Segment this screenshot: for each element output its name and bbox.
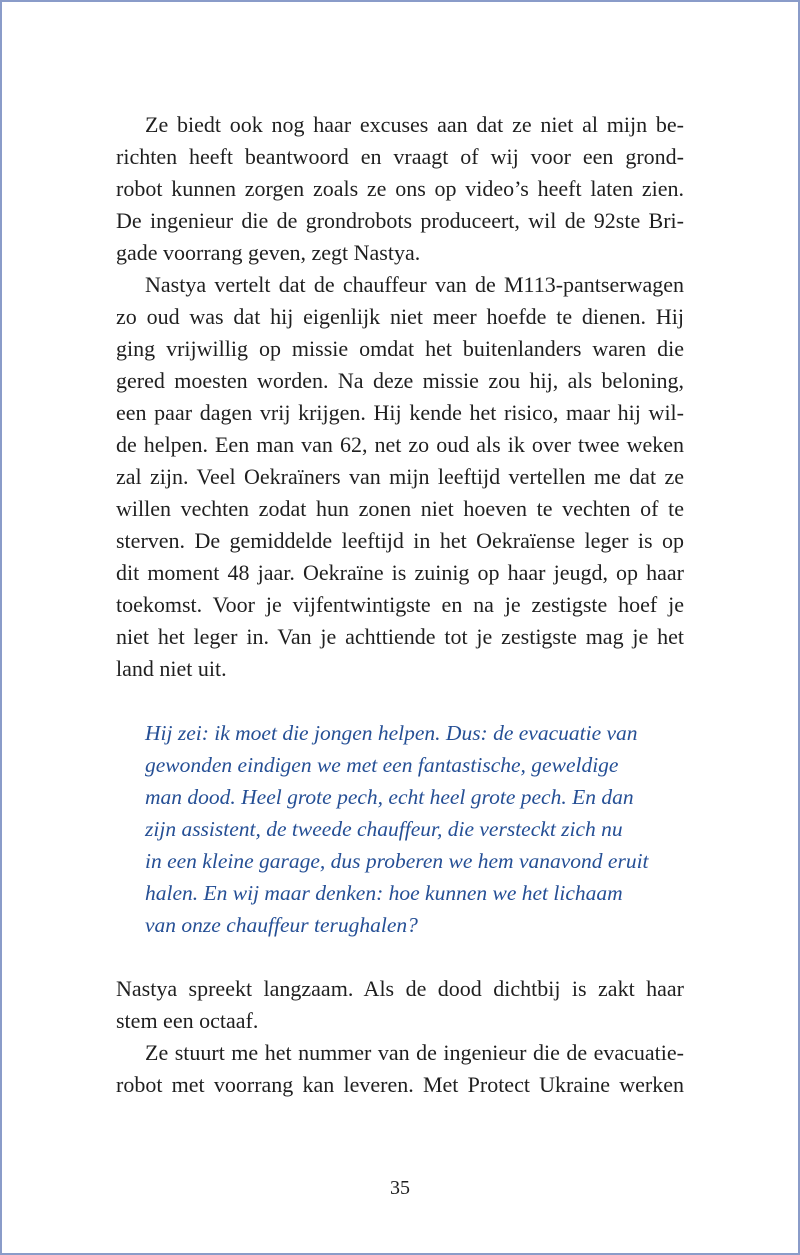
- block-quote: [145, 717, 649, 941]
- text-line: Nastya spreekt langzaam. Als de dood dichtbij is zakt haar: [116, 976, 684, 1001]
- text-line: gered moesten worden. Na deze missie zou hij, als beloning,: [116, 368, 684, 393]
- quote-line: gewonden eindigen we met een fantastische, geweldige: [145, 753, 619, 777]
- paragraph-2: [116, 269, 684, 685]
- text-line: land niet uit.: [116, 656, 227, 681]
- quote-line: halen. En wij maar denken: hoe kunnen we het lichaam: [145, 881, 623, 905]
- text-line: robot met voorrang kan leveren. Met Protect Ukraine werken: [116, 1072, 684, 1097]
- text-line: sterven. De gemiddelde leeftijd in het Oekraïense leger is op: [116, 528, 684, 553]
- text-line: ging vrijwillig op missie omdat het buitenlanders waren die: [116, 336, 684, 361]
- paragraph-4: [116, 1037, 684, 1101]
- text-line: de helpen. Een man van 62, net zo oud als ik over twee weken: [116, 432, 684, 457]
- text-line: Ze biedt ook nog haar excuses aan dat ze niet al mijn be-: [145, 112, 684, 137]
- text-line: toekomst. Voor je vijfentwintigste en na je zestigste hoef je: [116, 592, 684, 617]
- text-line: niet het leger in. Van je achttiende tot je zestigste mag je het: [116, 624, 684, 649]
- paragraph-1: [116, 109, 684, 269]
- quote-line: man dood. Heel grote pech, echt heel grote pech. En dan: [145, 785, 634, 809]
- text-line: een paar dagen vrij krijgen. Hij kende het risico, maar hij wil-: [116, 400, 684, 425]
- text-line: De ingenieur die de grondrobots produceert, wil de 92ste Bri-: [116, 208, 684, 233]
- text-line: Ze stuurt me het nummer van de ingenieur die de evacuatie-: [145, 1040, 684, 1065]
- paragraph-3: [116, 973, 684, 1037]
- quote-line: in een kleine garage, dus proberen we hem vanavond eruit: [145, 849, 649, 873]
- text-line: zal zijn. Veel Oekraïners van mijn leeftijd vertellen me dat ze: [116, 464, 684, 489]
- page-number: 35: [390, 1177, 410, 1199]
- quote-line: Hij zei: ik moet die jongen helpen. Dus: de evacuatie van: [145, 721, 638, 745]
- text-line: Nastya vertelt dat de chauffeur van de M113-pantserwagen: [145, 272, 684, 297]
- text-line: richten heeft beantwoord en vraagt of wij voor een grond-: [116, 144, 684, 169]
- text-line: stem een octaaf.: [116, 1008, 259, 1033]
- quote-line: van onze chauffeur terughalen?: [145, 913, 418, 937]
- text-line: robot kunnen zorgen zoals ze ons op video’s heeft laten zien.: [116, 176, 684, 201]
- text-line: dit moment 48 jaar. Oekraïne is zuinig op haar jeugd, op haar: [116, 560, 684, 585]
- quote-line: zijn assistent, de tweede chauffeur, die versteckt zich nu: [145, 817, 623, 841]
- text-line: willen vechten zodat hun zonen niet hoeven te vechten of te: [116, 496, 684, 521]
- text-line: zo oud was dat hij eigenlijk niet meer hoefde te dienen. Hij: [116, 304, 684, 329]
- text-line: gade voorrang geven, zegt Nastya.: [116, 240, 421, 265]
